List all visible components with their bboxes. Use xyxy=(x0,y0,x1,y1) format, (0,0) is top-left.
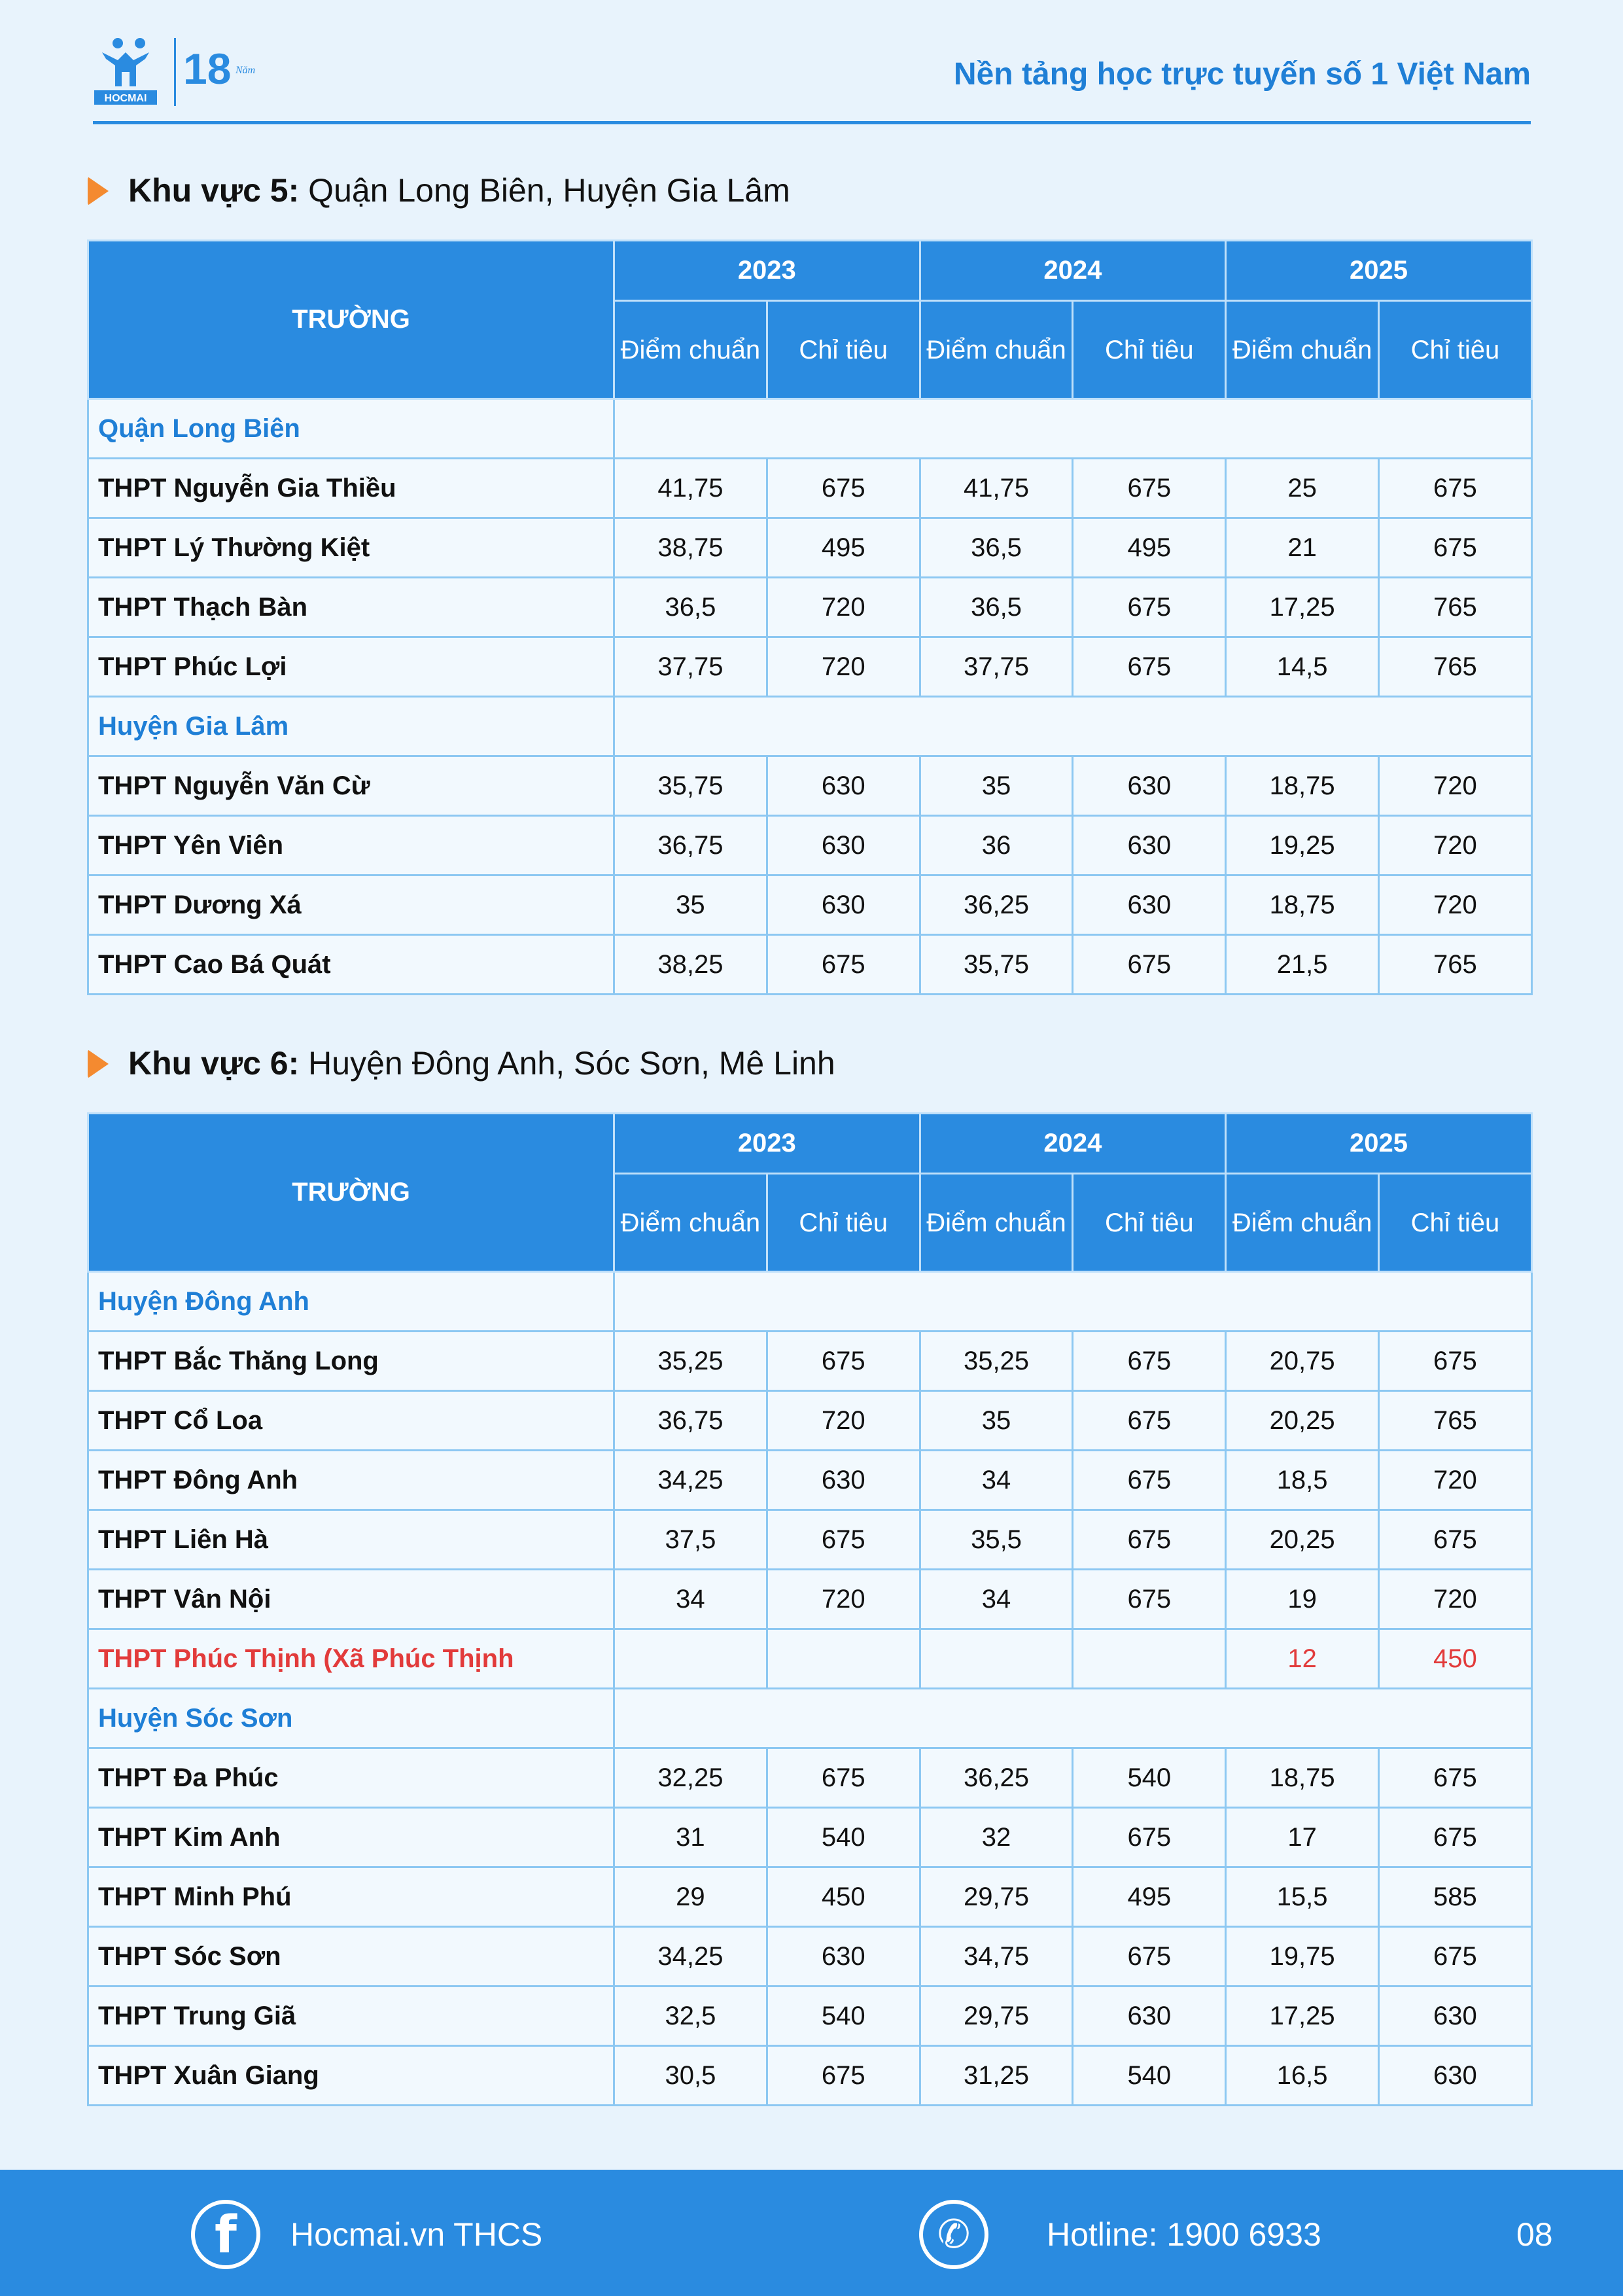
logo-small: Năm xyxy=(236,65,256,76)
chi-tieu-cell: 765 xyxy=(1379,935,1532,995)
group-row xyxy=(88,697,1532,756)
table-row xyxy=(88,459,1532,518)
phone-icon[interactable]: ✆ xyxy=(919,2200,988,2269)
hocmai-logo xyxy=(93,33,270,111)
col-chi-tieu: Chỉ tiêu xyxy=(1073,1174,1226,1272)
diem-chuan-cell: 35,75 xyxy=(920,935,1073,995)
diem-chuan-cell: 21,5 xyxy=(1226,935,1379,995)
diem-chuan-cell: 36,5 xyxy=(920,578,1073,637)
chi-tieu-cell: 540 xyxy=(767,1987,920,2046)
col-chi-tieu: Chỉ tiêu xyxy=(1073,301,1226,399)
col-year: 2025 xyxy=(1226,241,1532,301)
chi-tieu-cell: 630 xyxy=(767,816,920,875)
chi-tieu-cell: 630 xyxy=(1073,875,1226,935)
section-name: Huyện Đông Anh, Sóc Sơn, Mê Linh xyxy=(308,1045,835,1082)
table-row xyxy=(88,1570,1532,1629)
diem-chuan-cell: 17,25 xyxy=(1226,1987,1379,2046)
diem-chuan-cell: 37,5 xyxy=(614,1510,767,1570)
diem-chuan-cell: 21 xyxy=(1226,518,1379,578)
group-row xyxy=(88,399,1532,459)
chi-tieu-cell: 495 xyxy=(1073,1867,1226,1927)
diem-chuan-cell: 17 xyxy=(1226,1808,1379,1867)
diem-chuan-cell: 35 xyxy=(614,875,767,935)
diem-chuan-cell: 36,75 xyxy=(614,1391,767,1451)
section-title-5 xyxy=(88,171,790,209)
chi-tieu-cell: 720 xyxy=(1379,756,1532,816)
table-row xyxy=(88,1927,1532,1987)
school-name: THPT Kim Anh xyxy=(88,1808,614,1867)
chi-tieu-cell: 675 xyxy=(1073,1808,1226,1867)
col-school: TRƯỜNG xyxy=(88,241,614,399)
diem-chuan-cell: 37,75 xyxy=(614,637,767,697)
chi-tieu-cell: 720 xyxy=(767,578,920,637)
admission-table-6 xyxy=(87,1112,1533,2106)
chi-tieu-cell: 675 xyxy=(767,1332,920,1391)
diem-chuan-cell: 20,25 xyxy=(1226,1510,1379,1570)
diem-chuan-cell: 36,5 xyxy=(920,518,1073,578)
diem-chuan-cell: 34,25 xyxy=(614,1927,767,1987)
diem-chuan-cell: 19,25 xyxy=(1226,816,1379,875)
chi-tieu-cell: 675 xyxy=(1073,1391,1226,1451)
school-name: THPT Minh Phú xyxy=(88,1867,614,1927)
col-year: 2025 xyxy=(1226,1114,1532,1174)
diem-chuan-cell: 18,75 xyxy=(1226,1748,1379,1808)
table-row xyxy=(88,518,1532,578)
group-row xyxy=(88,1689,1532,1748)
table-row xyxy=(88,816,1532,875)
district-name: Quận Long Biên xyxy=(88,399,614,459)
chi-tieu-cell: 720 xyxy=(1379,875,1532,935)
chi-tieu-cell: 675 xyxy=(767,1748,920,1808)
chi-tieu-cell: 675 xyxy=(1073,637,1226,697)
diem-chuan-cell: 17,25 xyxy=(1226,578,1379,637)
col-year: 2024 xyxy=(920,1114,1226,1174)
diem-chuan-cell: 35,25 xyxy=(920,1332,1073,1391)
school-name: THPT Phúc Thịnh (Xã Phúc Thịnh xyxy=(88,1629,614,1689)
diem-chuan-cell: 14,5 xyxy=(1226,637,1379,697)
chi-tieu-cell: 675 xyxy=(1379,1748,1532,1808)
chi-tieu-cell: 720 xyxy=(1379,816,1532,875)
chi-tieu-cell: 540 xyxy=(767,1808,920,1867)
diem-chuan-cell: 36,25 xyxy=(920,875,1073,935)
col-year: 2023 xyxy=(614,241,920,301)
col-chi-tieu: Chỉ tiêu xyxy=(767,1174,920,1272)
diem-chuan-cell: 34 xyxy=(614,1570,767,1629)
table-row xyxy=(88,1987,1532,2046)
chi-tieu-cell: 720 xyxy=(767,1391,920,1451)
chi-tieu-cell xyxy=(1073,1629,1226,1689)
diem-chuan-cell: 20,75 xyxy=(1226,1332,1379,1391)
col-diem-chuan: Điểm chuẩn xyxy=(614,1174,767,1272)
diem-chuan-cell: 36,25 xyxy=(920,1748,1073,1808)
empty-cell xyxy=(614,1272,1532,1332)
chi-tieu-cell: 450 xyxy=(767,1867,920,1927)
table-row xyxy=(88,1451,1532,1510)
chi-tieu-cell xyxy=(767,1629,920,1689)
section-label: Khu vực 5: xyxy=(128,172,300,209)
chi-tieu-cell: 450 xyxy=(1379,1629,1532,1689)
table-row xyxy=(88,1748,1532,1808)
school-name: THPT Trung Giã xyxy=(88,1987,614,2046)
school-name: THPT Yên Viên xyxy=(88,816,614,875)
chi-tieu-cell: 675 xyxy=(1073,1510,1226,1570)
diem-chuan-cell: 20,25 xyxy=(1226,1391,1379,1451)
school-name: THPT Sóc Sơn xyxy=(88,1927,614,1987)
chi-tieu-cell: 675 xyxy=(1379,459,1532,518)
district-name: Huyện Gia Lâm xyxy=(88,697,614,756)
table-row xyxy=(88,578,1532,637)
school-name: THPT Dương Xá xyxy=(88,875,614,935)
col-chi-tieu: Chỉ tiêu xyxy=(1379,301,1532,399)
school-name: THPT Vân Nội xyxy=(88,1570,614,1629)
chi-tieu-cell: 630 xyxy=(1073,1987,1226,2046)
chi-tieu-cell: 675 xyxy=(767,1510,920,1570)
table-row xyxy=(88,935,1532,995)
chi-tieu-cell: 675 xyxy=(1379,518,1532,578)
chi-tieu-cell: 675 xyxy=(1073,1451,1226,1510)
col-chi-tieu: Chỉ tiêu xyxy=(767,301,920,399)
chi-tieu-cell: 540 xyxy=(1073,1748,1226,1808)
hotline[interactable]: Hotline: 1900 6933 xyxy=(1047,2216,1321,2253)
diem-chuan-cell: 32 xyxy=(920,1808,1073,1867)
logo-text: HOCMAI xyxy=(104,93,147,104)
diem-chuan-cell: 36,5 xyxy=(614,578,767,637)
chi-tieu-cell: 495 xyxy=(1073,518,1226,578)
chi-tieu-cell: 675 xyxy=(1073,935,1226,995)
diem-chuan-cell: 36,75 xyxy=(614,816,767,875)
section-name: Quận Long Biên, Huyện Gia Lâm xyxy=(308,172,790,209)
school-name: THPT Lý Thường Kiệt xyxy=(88,518,614,578)
chi-tieu-cell: 720 xyxy=(767,637,920,697)
diem-chuan-cell: 34 xyxy=(920,1451,1073,1510)
chi-tieu-cell: 675 xyxy=(1379,1927,1532,1987)
chi-tieu-cell: 630 xyxy=(1073,816,1226,875)
table-row xyxy=(88,1629,1532,1689)
empty-cell xyxy=(614,399,1532,459)
chi-tieu-cell: 630 xyxy=(1379,2046,1532,2106)
chi-tieu-cell: 675 xyxy=(1379,1332,1532,1391)
diem-chuan-cell: 35,5 xyxy=(920,1510,1073,1570)
chi-tieu-cell: 720 xyxy=(1379,1570,1532,1629)
chi-tieu-cell: 630 xyxy=(1073,756,1226,816)
diem-chuan-cell: 36 xyxy=(920,816,1073,875)
diem-chuan-cell: 35,25 xyxy=(614,1332,767,1391)
chi-tieu-cell: 675 xyxy=(767,935,920,995)
chi-tieu-cell: 765 xyxy=(1379,1391,1532,1451)
diem-chuan-cell xyxy=(614,1629,767,1689)
triangle-bullet-icon xyxy=(88,177,109,205)
diem-chuan-cell: 18,75 xyxy=(1226,756,1379,816)
chi-tieu-cell: 675 xyxy=(767,2046,920,2106)
school-name: THPT Bắc Thăng Long xyxy=(88,1332,614,1391)
diem-chuan-cell: 34,25 xyxy=(614,1451,767,1510)
chi-tieu-cell: 765 xyxy=(1379,578,1532,637)
col-diem-chuan: Điểm chuẩn xyxy=(1226,1174,1379,1272)
chi-tieu-cell: 630 xyxy=(1379,1987,1532,2046)
diem-chuan-cell: 29,75 xyxy=(920,1867,1073,1927)
school-name: THPT Đông Anh xyxy=(88,1451,614,1510)
logo-years: 18 xyxy=(183,44,232,93)
chi-tieu-cell: 765 xyxy=(1379,637,1532,697)
col-school: TRƯỜNG xyxy=(88,1114,614,1272)
triangle-bullet-icon xyxy=(88,1050,109,1078)
col-chi-tieu: Chỉ tiêu xyxy=(1379,1174,1532,1272)
school-name: THPT Đa Phúc xyxy=(88,1748,614,1808)
diem-chuan-cell: 30,5 xyxy=(614,2046,767,2106)
table-row xyxy=(88,875,1532,935)
diem-chuan-cell: 16,5 xyxy=(1226,2046,1379,2106)
col-diem-chuan: Điểm chuẩn xyxy=(920,1174,1073,1272)
table-row xyxy=(88,637,1532,697)
table-row xyxy=(88,1332,1532,1391)
chi-tieu-cell: 675 xyxy=(1073,459,1226,518)
table-row xyxy=(88,1867,1532,1927)
section-title-6 xyxy=(88,1044,835,1082)
chi-tieu-cell: 630 xyxy=(767,756,920,816)
diem-chuan-cell: 19 xyxy=(1226,1570,1379,1629)
school-name: THPT Liên Hà xyxy=(88,1510,614,1570)
chi-tieu-cell: 585 xyxy=(1379,1867,1532,1927)
empty-cell xyxy=(614,1689,1532,1748)
school-name: THPT Thạch Bàn xyxy=(88,578,614,637)
diem-chuan-cell: 34 xyxy=(920,1570,1073,1629)
page-number: 08 xyxy=(1516,2216,1553,2253)
diem-chuan-cell: 29 xyxy=(614,1867,767,1927)
district-name: Huyện Đông Anh xyxy=(88,1272,614,1332)
admission-table-5 xyxy=(87,239,1533,995)
chi-tieu-cell: 720 xyxy=(1379,1451,1532,1510)
diem-chuan-cell: 15,5 xyxy=(1226,1867,1379,1927)
diem-chuan-cell: 41,75 xyxy=(614,459,767,518)
diem-chuan-cell: 32,5 xyxy=(614,1987,767,2046)
diem-chuan-cell: 32,25 xyxy=(614,1748,767,1808)
chi-tieu-cell: 675 xyxy=(1379,1510,1532,1570)
district-name: Huyện Sóc Sơn xyxy=(88,1689,614,1748)
school-name: THPT Phúc Lợi xyxy=(88,637,614,697)
diem-chuan-cell: 41,75 xyxy=(920,459,1073,518)
diem-chuan-cell: 37,75 xyxy=(920,637,1073,697)
section-label: Khu vực 6: xyxy=(128,1045,300,1082)
chi-tieu-cell: 675 xyxy=(1073,1332,1226,1391)
diem-chuan-cell: 31 xyxy=(614,1808,767,1867)
chi-tieu-cell: 675 xyxy=(1379,1808,1532,1867)
facebook-link[interactable]: Hocmai.vn THCS xyxy=(290,2216,543,2253)
school-name: THPT Nguyễn Văn Cừ xyxy=(88,756,614,816)
school-name: THPT Cao Bá Quát xyxy=(88,935,614,995)
empty-cell xyxy=(614,697,1532,756)
chi-tieu-cell: 630 xyxy=(767,875,920,935)
diem-chuan-cell: 12 xyxy=(1226,1629,1379,1689)
chi-tieu-cell: 675 xyxy=(1073,1927,1226,1987)
diem-chuan-cell: 38,25 xyxy=(614,935,767,995)
col-diem-chuan: Điểm chuẩn xyxy=(1226,301,1379,399)
diem-chuan-cell: 25 xyxy=(1226,459,1379,518)
table-row xyxy=(88,1391,1532,1451)
chi-tieu-cell: 495 xyxy=(767,518,920,578)
tagline: Nền tảng học trực tuyến số 1 Việt Nam xyxy=(953,57,1531,92)
group-row xyxy=(88,1272,1532,1332)
diem-chuan-cell: 35,75 xyxy=(614,756,767,816)
diem-chuan-cell: 38,75 xyxy=(614,518,767,578)
facebook-icon[interactable]: f xyxy=(191,2200,260,2269)
chi-tieu-cell: 720 xyxy=(767,1570,920,1629)
diem-chuan-cell: 34,75 xyxy=(920,1927,1073,1987)
col-diem-chuan: Điểm chuẩn xyxy=(614,301,767,399)
diem-chuan-cell: 18,5 xyxy=(1226,1451,1379,1510)
diem-chuan-cell: 35 xyxy=(920,756,1073,816)
diem-chuan-cell: 19,75 xyxy=(1226,1927,1379,1987)
chi-tieu-cell: 675 xyxy=(1073,578,1226,637)
page-header xyxy=(93,26,1531,124)
col-diem-chuan: Điểm chuẩn xyxy=(920,301,1073,399)
col-year: 2024 xyxy=(920,241,1226,301)
table-row xyxy=(88,1808,1532,1867)
table-row xyxy=(88,1510,1532,1570)
diem-chuan-cell: 18,75 xyxy=(1226,875,1379,935)
school-name: THPT Xuân Giang xyxy=(88,2046,614,2106)
page-footer xyxy=(0,2170,1623,2296)
chi-tieu-cell: 540 xyxy=(1073,2046,1226,2106)
col-year: 2023 xyxy=(614,1114,920,1174)
diem-chuan-cell: 35 xyxy=(920,1391,1073,1451)
table-row xyxy=(88,756,1532,816)
school-name: THPT Nguyễn Gia Thiều xyxy=(88,459,614,518)
chi-tieu-cell: 630 xyxy=(767,1927,920,1987)
table-row xyxy=(88,2046,1532,2106)
chi-tieu-cell: 675 xyxy=(1073,1570,1226,1629)
chi-tieu-cell: 630 xyxy=(767,1451,920,1510)
diem-chuan-cell: 29,75 xyxy=(920,1987,1073,2046)
school-name: THPT Cổ Loa xyxy=(88,1391,614,1451)
chi-tieu-cell: 675 xyxy=(767,459,920,518)
diem-chuan-cell: 31,25 xyxy=(920,2046,1073,2106)
diem-chuan-cell xyxy=(920,1629,1073,1689)
